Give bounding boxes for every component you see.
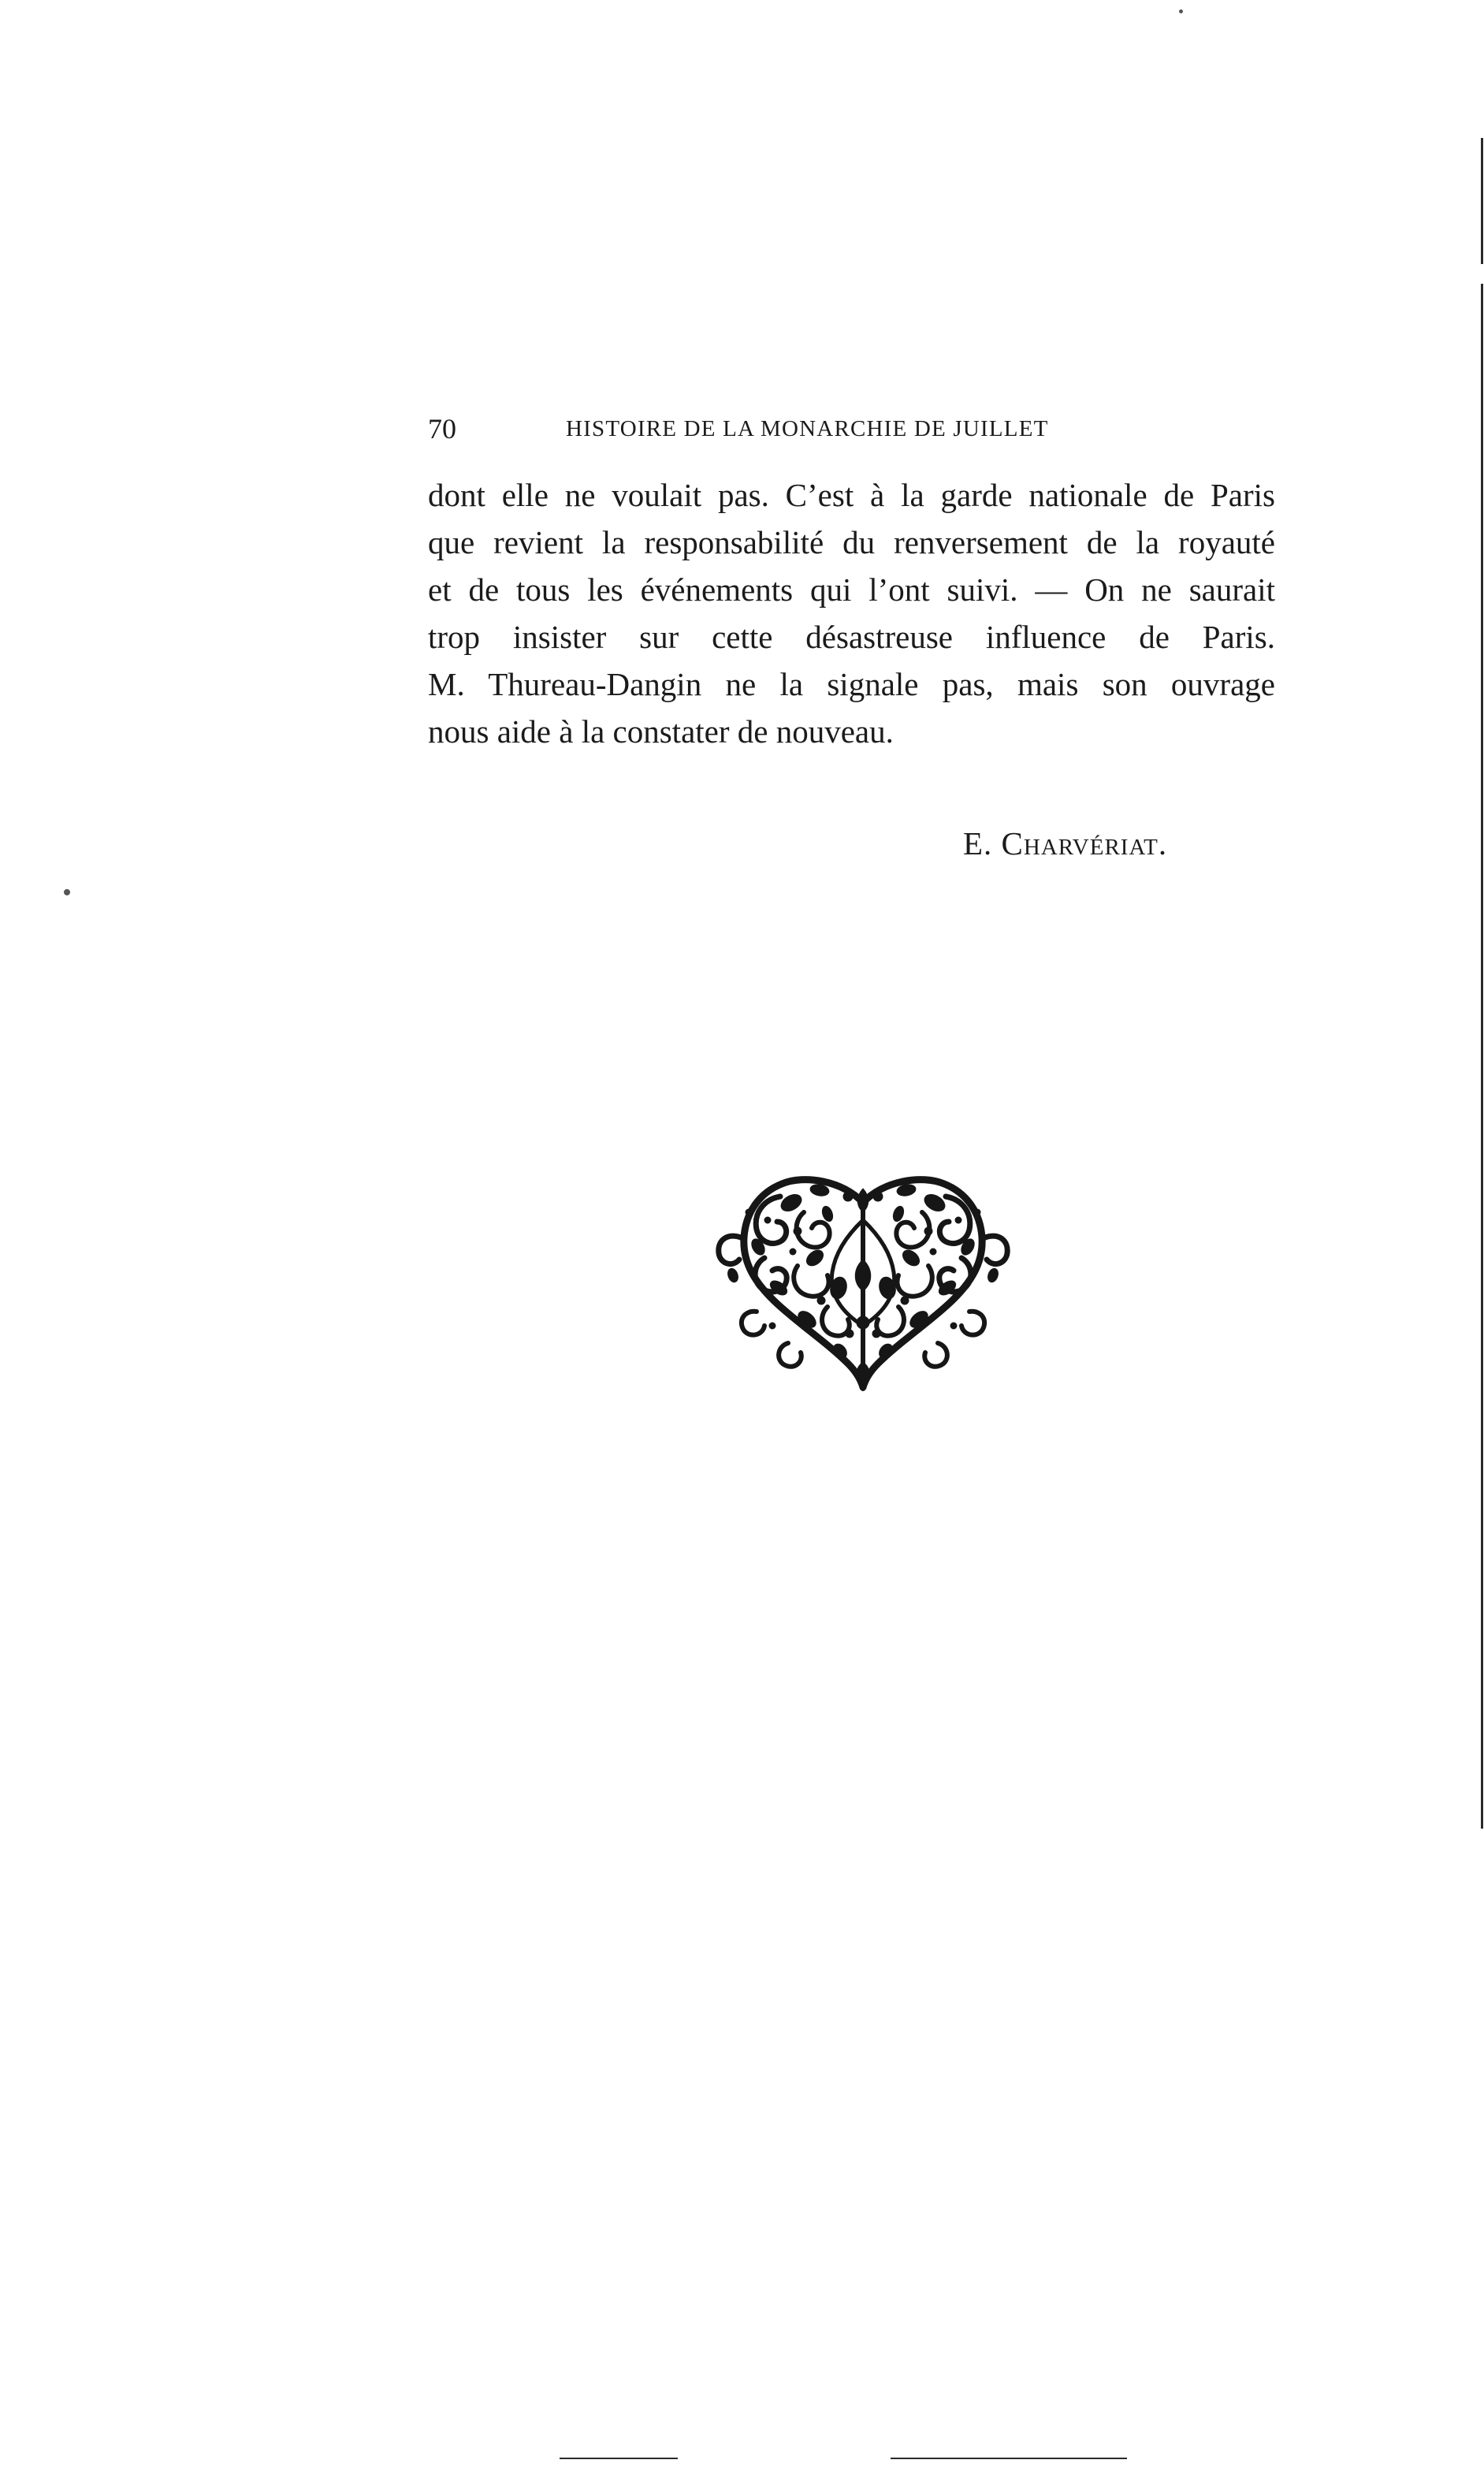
scan-speck bbox=[64, 889, 70, 895]
scan-speck bbox=[1179, 9, 1183, 13]
running-head bbox=[428, 411, 1275, 446]
body-line: M. Thureau-Dangin ne la signale pas, mais son ouvrage bbox=[428, 666, 1275, 702]
scan-edge-line-right-top bbox=[1481, 138, 1483, 264]
body-line: dont elle ne voulait pas. C’est à la garde nationale de Paris bbox=[428, 477, 1275, 513]
body-line: trop insister sur cette désastreuse influence de Paris. bbox=[428, 619, 1275, 655]
page-number: 70 bbox=[428, 413, 456, 445]
scan-edge-line-bottom-left bbox=[560, 2458, 678, 2459]
body-paragraph bbox=[428, 471, 1275, 755]
scan-edge-line-right bbox=[1481, 284, 1483, 1829]
author-signature: E. Charvériat. bbox=[963, 825, 1168, 862]
scan-edge-line-bottom-right bbox=[891, 2458, 1127, 2459]
floral-heart-vignette-icon bbox=[709, 1165, 1017, 1394]
body-line: et de tous les événements qui l’ont suivi. — On ne saurait bbox=[428, 571, 1275, 608]
body-line: que revient la responsabilité du renversement de la royauté bbox=[428, 524, 1275, 560]
running-title: HISTOIRE DE LA MONARCHIE DE JUILLET bbox=[566, 416, 1049, 441]
body-line: nous aide à la constater de nouveau. bbox=[428, 713, 894, 750]
